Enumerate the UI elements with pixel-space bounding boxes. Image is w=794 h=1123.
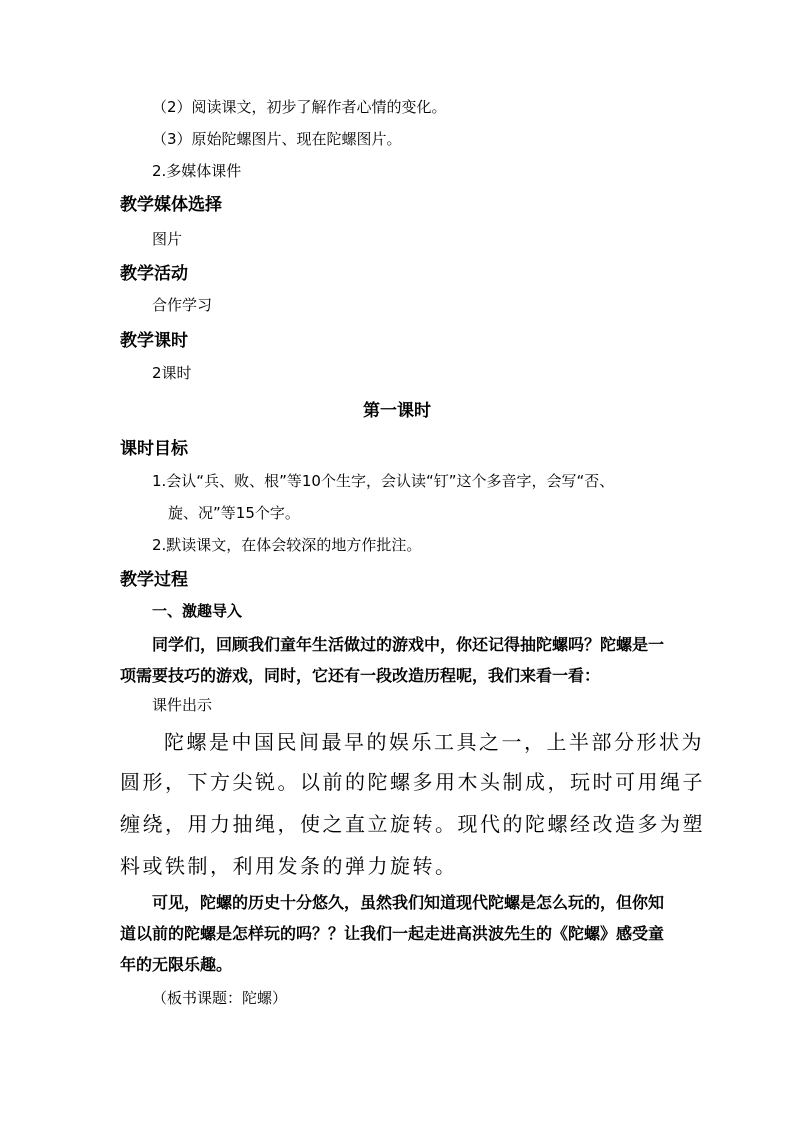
intro-line-1: 同学们，回顾我们童年生活做过的游戏中，你还记得抽陀螺吗？陀螺是一 <box>152 635 665 654</box>
section-1-heading: 一、激趣导入 <box>152 602 243 620</box>
courseware-label: 课件出示 <box>152 696 213 714</box>
periods-content: 2课时 <box>152 364 192 382</box>
closing-line-3: 年的无限乐趣。 <box>120 955 233 974</box>
material-item-3: （3）原始陀螺图片、现在陀螺图片。 <box>152 130 402 148</box>
periods-heading: 教学课时 <box>120 331 188 351</box>
goals-heading: 课时目标 <box>120 439 188 459</box>
courseware-line-3: 缠绕，用力抽绳，使之直立旋转。现代的陀螺经改造多为塑 <box>120 812 705 836</box>
courseware-line-2: 圆形，下方尖锐。以前的陀螺多用木头制成，玩时可用绳子 <box>120 770 705 794</box>
closing-line-1: 可见，陀螺的历史十分悠久，虽然我们知道现代陀螺是怎么玩的，但你知 <box>152 893 665 912</box>
closing-line-2: 道以前的陀螺是怎样玩的吗？？让我们一起走进高洪波先生的《陀螺》感受童 <box>120 924 665 943</box>
process-heading: 教学过程 <box>120 570 188 590</box>
material-multimedia: 2.多媒体课件 <box>152 162 242 180</box>
section-title: 第一课时 <box>363 401 431 421</box>
activity-content: 合作学习 <box>152 296 213 314</box>
board-title: （板书课题：陀螺） <box>152 989 288 1007</box>
goal-1-line-1: 1.会认“兵、败、根”等10个生字，会认读“钉”这个多音字，会写“否、 <box>152 472 615 490</box>
intro-line-2: 项需要技巧的游戏，同时，它还有一段改造历程呢，我们来看一看： <box>120 666 601 685</box>
media-selection-heading: 教学媒体选择 <box>120 195 222 215</box>
activity-heading: 教学活动 <box>120 264 188 284</box>
goal-2: 2.默读课文，在体会较深的地方作批注。 <box>152 536 422 554</box>
courseware-line-4: 料或铁制，利用发条的弹力旋转。 <box>120 854 458 878</box>
media-selection-content: 图片 <box>152 230 183 248</box>
goal-1-line-2: 旋、况”等15个字。 <box>168 504 300 522</box>
courseware-line-1: 陀螺是中国民间最早的娱乐工具之一，上半部分形状为 <box>164 730 704 754</box>
material-item-2: （2）阅读课文，初步了解作者心情的变化。 <box>152 98 447 116</box>
